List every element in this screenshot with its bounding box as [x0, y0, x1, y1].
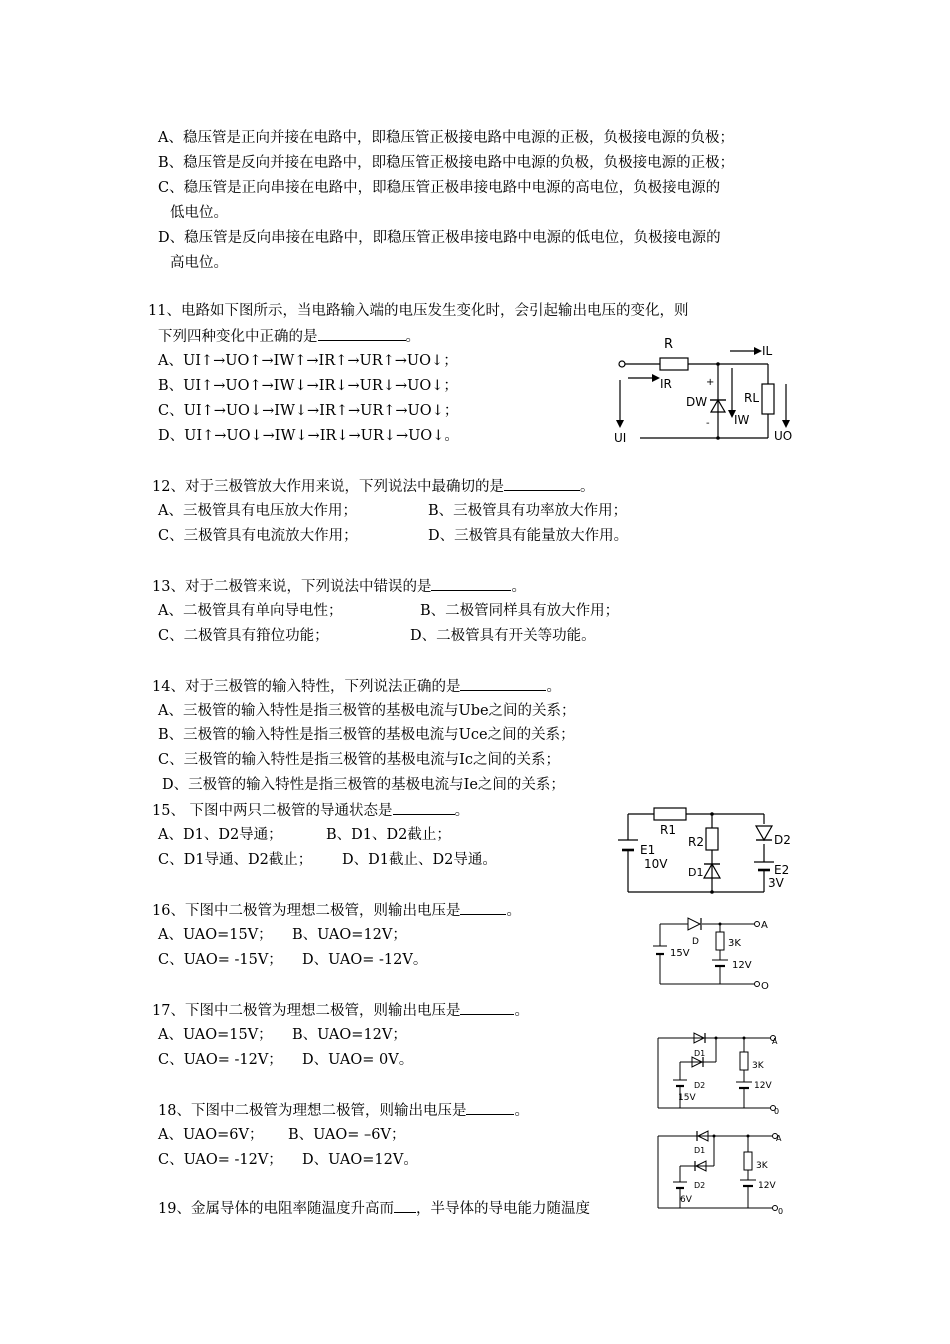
fig-label: 3K [756, 1161, 768, 1171]
fig-label: 12V [732, 960, 752, 971]
q18-two-diode-circuit-diagram [650, 1126, 790, 1216]
q19-stem: 19、金属导体的电阻率随温度升高而 ，半导体的导电能力随温度 [158, 1198, 590, 1219]
q10-option-d-cont: 高电位。 [170, 255, 228, 271]
fig-label: 12V [758, 1181, 776, 1191]
fig-label: IW [734, 413, 750, 427]
q17-stem: 17、下图中二极管为理想二极管，则输出电压是 。 [152, 1000, 529, 1021]
fig-label: 0 [778, 1207, 784, 1216]
q16-option-c: C、UAO= -15V； [158, 952, 283, 968]
q17-option-d: D、UAO= 0V。 [302, 1052, 414, 1068]
answer-blank[interactable] [318, 326, 406, 341]
fig-label: A [776, 1134, 782, 1143]
fig-label: D [692, 937, 699, 947]
q16-option-b: B、UAO=12V； [292, 927, 407, 943]
fig-label: D2 [694, 1181, 706, 1190]
q10-option-b: B、稳压管是反向并接在电路中，即稳压管正极接电路中电源的负极，负极接电源的正极； [158, 155, 735, 171]
answer-blank[interactable] [393, 800, 455, 815]
q18-option-c: C、UAO= -12V； [158, 1152, 283, 1168]
q12-option-d: D、三极管具有能量放大作用。 [428, 528, 629, 544]
q11-stem-cont: 下列四种变化中正确的是 。 [158, 326, 420, 347]
q10-option-c: C、稳压管是正向串接在电路中，即稳压管正极串接电路中电源的高电位，负极接电源的 [158, 180, 721, 196]
fig-label: 3K [752, 1061, 764, 1071]
fig-label: E2 [774, 863, 790, 877]
q13-stem: 13、对于二极管来说，下列说法中错误的是 。 [152, 576, 526, 597]
q12-option-b: B、三极管具有功率放大作用； [428, 503, 628, 519]
answer-blank[interactable] [431, 576, 511, 591]
q18-option-a: A、UAO=6V； [158, 1127, 264, 1143]
q17-option-a: A、UAO=15V； [158, 1027, 273, 1043]
fig-label: D1 [694, 1146, 706, 1155]
q16-diode-circuit-diagram [650, 910, 780, 992]
fig-label: DW [686, 395, 708, 409]
fig-label: + [706, 377, 715, 388]
q17-option-b: B、UAO=12V； [292, 1027, 407, 1043]
q14-stem: 14、对于三极管的输入特性，下列说法正确的是 。 [152, 676, 561, 697]
fig-label: D1 [688, 866, 704, 879]
fig-label: UO [774, 429, 793, 443]
fig-label: IR [660, 377, 672, 391]
q11-option-a: A、UI↑→UO↑→IW↑→IR↑→UR↑→UO↓； [158, 353, 458, 369]
q11-option-d: D、UI↑→UO↓→IW↓→IR↓→UR↓→UO↓。 [158, 428, 459, 444]
q11-option-b: B、UI↑→UO↑→IW↓→IR↓→UR↓→UO↓； [158, 378, 458, 394]
fig-label: 0 [774, 1107, 780, 1116]
q11-stem: 11、电路如下图所示，当电路输入端的电压发生变化时，会引起输出电压的变化，则 [148, 303, 689, 319]
fig-label: UI [614, 431, 627, 445]
fig-label: IL [762, 344, 773, 358]
fig-label: 15V [678, 1093, 696, 1103]
q13-option-d: D、二极管具有开关等功能。 [410, 628, 596, 644]
q14-option-d: D、三极管的输入特性是指三极管的基极电流与Ie之间的关系； [162, 777, 565, 793]
q15-option-a: A、D1、D2导通； [158, 827, 283, 843]
q16-stem: 16、下图中二极管为理想二极管，则输出电压是 。 [152, 900, 521, 921]
fig-label: 6V [680, 1195, 692, 1205]
fig-label: - [706, 418, 710, 429]
q12-option-a: A、三极管具有电压放大作用； [158, 503, 357, 519]
fig-label: 10V [644, 857, 668, 871]
fig-label: RL [744, 391, 760, 405]
fig-label: 3K [728, 938, 741, 949]
fig-label: D2 [774, 833, 791, 847]
q11-regulator-circuit-diagram [600, 330, 810, 450]
q10-option-c-cont: 低电位。 [170, 205, 228, 221]
fig-label: 15V [670, 948, 690, 959]
q17-option-c: C、UAO= -12V； [158, 1052, 283, 1068]
q16-option-d: D、UAO= -12V。 [302, 952, 428, 968]
q14-option-c: C、三极管的输入特性是指三极管的基极电流与Ic之间的关系； [158, 752, 560, 768]
q12-option-c: C、三极管具有电流放大作用； [158, 528, 358, 544]
answer-blank[interactable] [460, 900, 506, 915]
q16-option-a: A、UAO=15V； [158, 927, 273, 943]
q13-option-a: A、二极管具有单向导电性； [158, 603, 343, 619]
q14-option-b: B、三极管的输入特性是指三极管的基极电流与Uce之间的关系； [158, 727, 575, 743]
q10-option-a: A、稳压管是正向并接在电路中，即稳压管正极接电路中电源的正极，负极接电源的负极； [158, 130, 734, 146]
q11-option-c: C、UI↑→UO↓→IW↓→IR↑→UR↑→UO↓； [158, 403, 459, 419]
q15-stem: 15、 下图中两只二极管的导通状态是 。 [152, 800, 469, 821]
q10-option-d: D、稳压管是反向串接在电路中，即稳压管正极串接电路中电源的低电位，负极接电源的 [158, 230, 721, 246]
answer-blank[interactable] [466, 1100, 514, 1115]
fig-label: D2 [694, 1081, 706, 1090]
answer-blank[interactable] [394, 1198, 416, 1213]
fig-label: A [761, 920, 768, 931]
answer-blank[interactable] [460, 676, 546, 691]
q12-stem: 12、对于三极管放大作用来说，下列说法中最确切的是 。 [152, 476, 594, 497]
q17-two-diode-circuit-diagram [650, 1026, 790, 1116]
q18-stem: 18、下图中二极管为理想二极管，则输出电压是 。 [158, 1100, 529, 1121]
fig-label: E1 [640, 843, 656, 857]
q18-option-b: B、UAO= –6V； [288, 1127, 406, 1143]
q15-option-c: C、D1导通、D2截止； [158, 852, 313, 868]
q15-option-b: B、D1、D2截止； [326, 827, 451, 843]
q13-option-c: C、二极管具有箝位功能； [158, 628, 329, 644]
q15-option-d: D、D1截止、D2导通。 [342, 852, 497, 868]
q13-option-b: B、二极管同样具有放大作用； [420, 603, 620, 619]
q18-option-d: D、UAO=12V。 [302, 1152, 418, 1168]
fig-label: O [761, 981, 769, 992]
fig-label: R1 [660, 823, 676, 837]
answer-blank[interactable] [504, 476, 580, 491]
fig-label: 3V [768, 876, 784, 890]
fig-label: 12V [754, 1081, 772, 1091]
answer-blank[interactable] [460, 1000, 514, 1015]
fig-label: A [772, 1037, 778, 1046]
q14-option-a: A、三极管的输入特性是指三极管的基极电流与Ube之间的关系； [158, 703, 576, 719]
q15-two-diode-circuit-diagram [610, 800, 810, 896]
fig-label: R [664, 337, 674, 352]
fig-label: R2 [688, 835, 704, 849]
fig-label: D1 [694, 1049, 706, 1058]
